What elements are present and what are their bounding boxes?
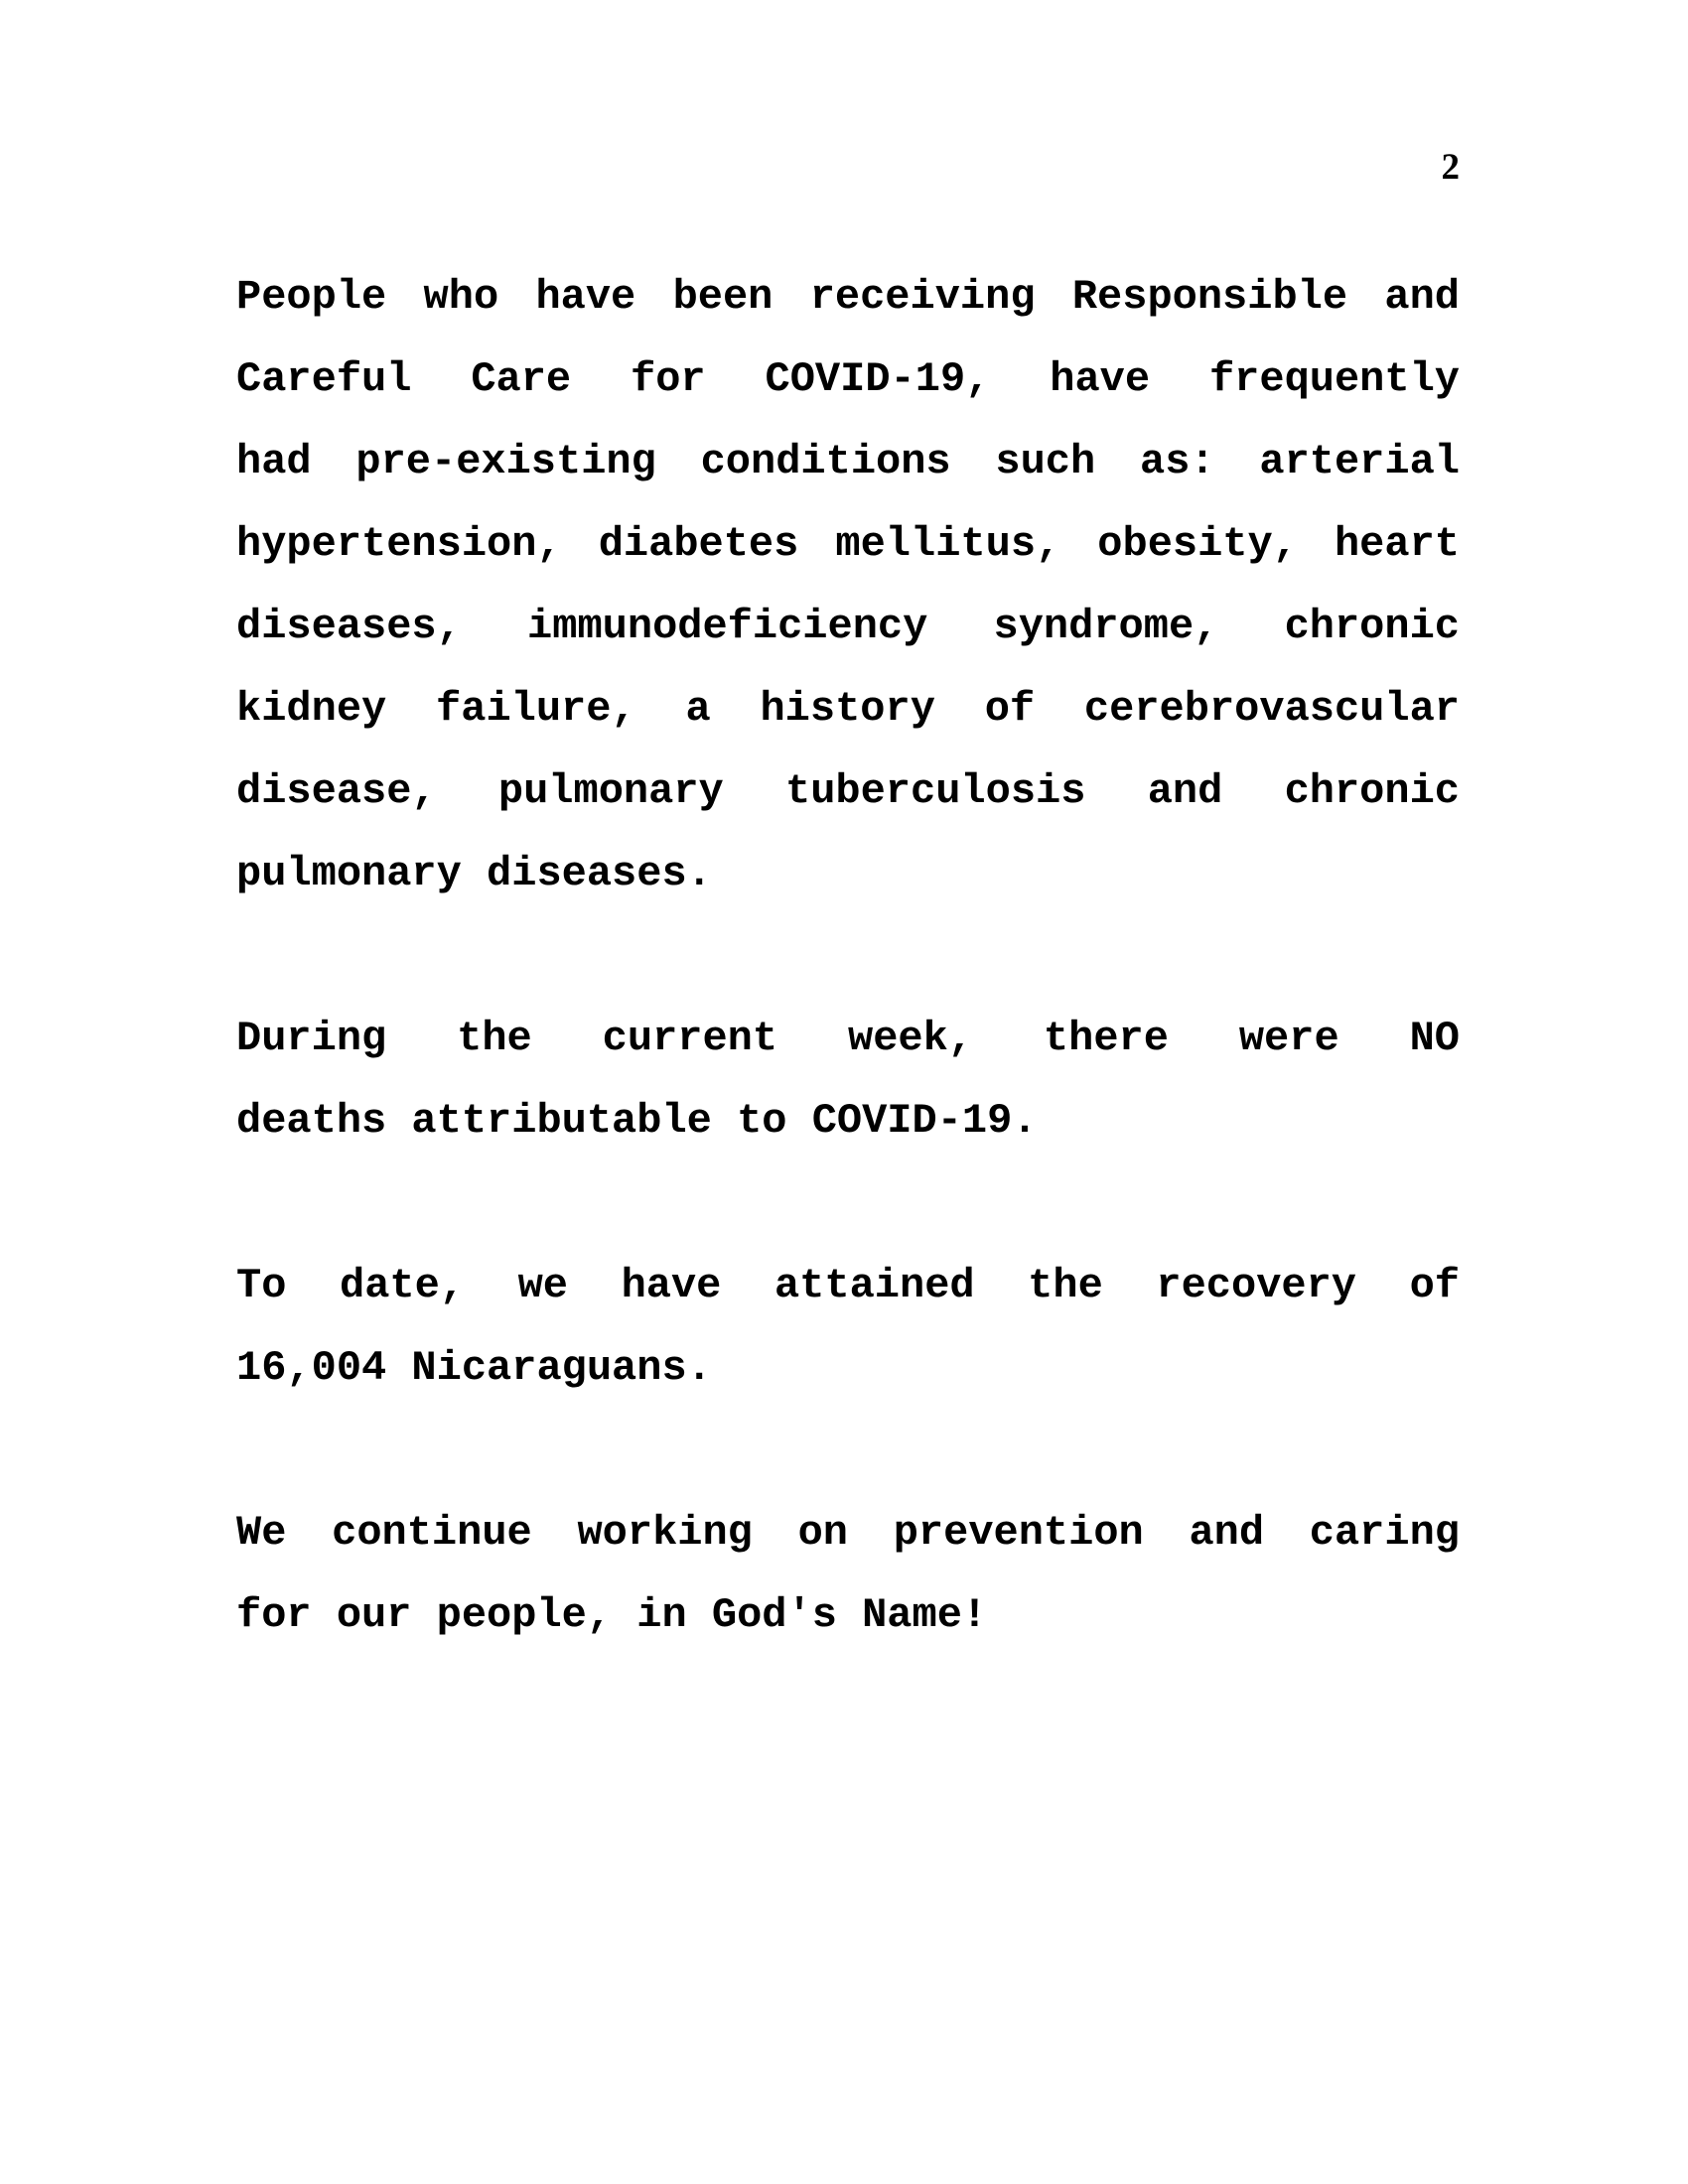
text-line: hypertension, diabetes mellitus, obesity, heart [236,520,1460,568]
text-line: People who have been receiving Responsible and [236,273,1460,321]
text-line: Careful Care for COVID-19, have frequently [236,355,1460,403]
text-line: had pre-existing conditions such as: arterial [236,438,1460,485]
paragraph [236,1245,1460,1410]
text-line: 16,004 Nicaraguans. [236,1344,712,1392]
text-line: deaths attributable to COVID-19. [236,1097,1038,1145]
text-line: for our people, in God's Name! [236,1591,988,1639]
document-content [236,256,1460,1657]
paragraph [236,998,1460,1162]
text-line: We continue working on prevention and caring [236,1509,1460,1557]
text-line: To date, we have attained the recovery of [236,1262,1460,1309]
paragraph [236,1492,1460,1657]
text-line: During the current week, there were NO [236,1015,1460,1062]
paragraph [236,256,1460,915]
text-line: pulmonary diseases. [236,850,712,897]
text-line: disease, pulmonary tuberculosis and chronic [236,767,1460,815]
text-line: kidney failure, a history of cerebrovascular [236,685,1460,733]
text-line: diseases, immunodeficiency syndrome, chronic [236,603,1460,650]
page-number: 2 [1441,147,1460,188]
